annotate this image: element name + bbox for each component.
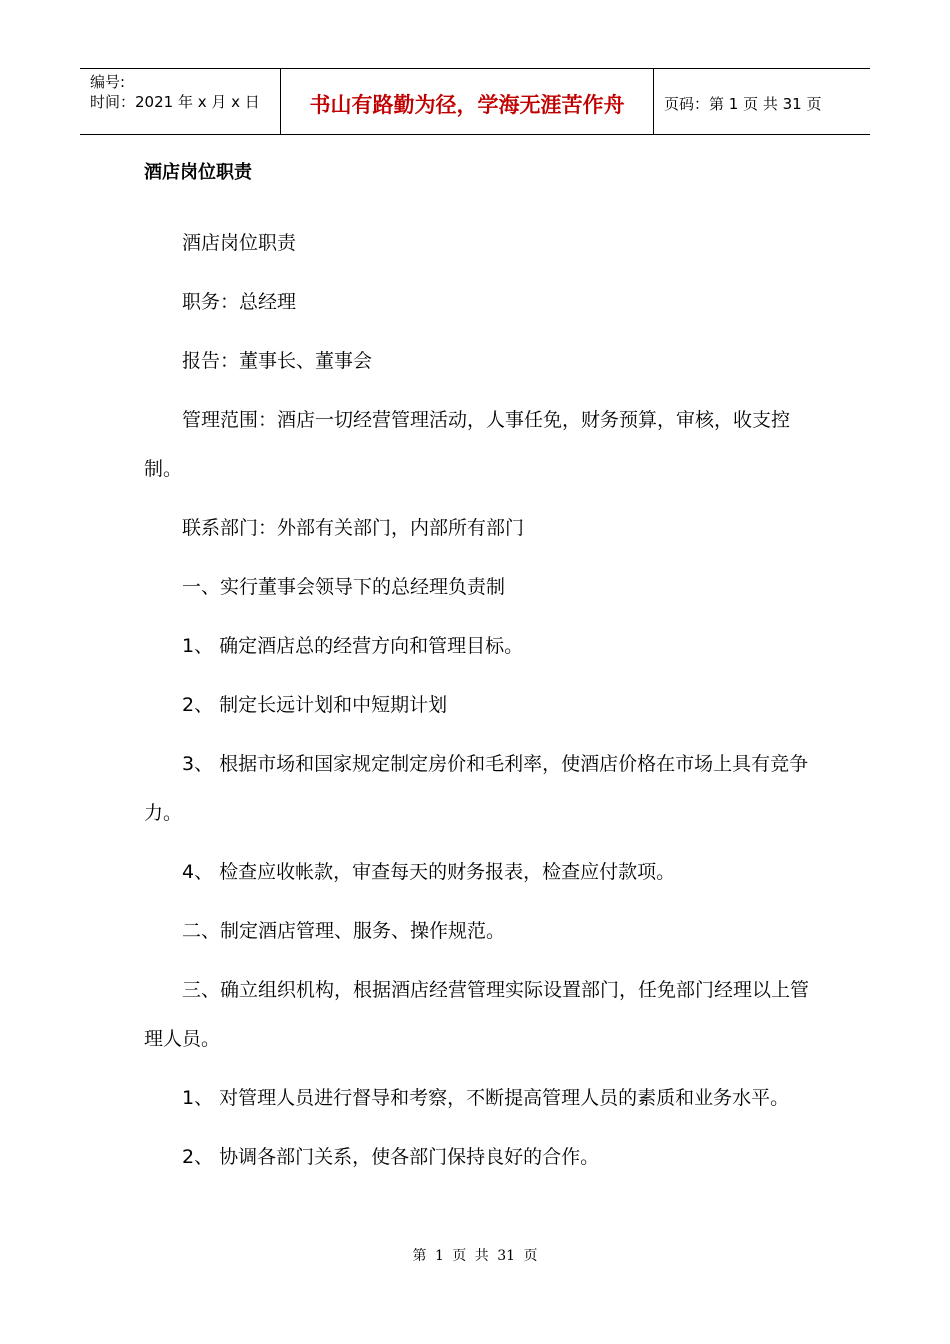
paragraph: 三、确立组织机构，根据酒店经营管理实际设置部门，任免部门经理以上管理人员。 [144,979,810,1050]
paragraph: 4、 检查应收帐款，审查每天的财务报表，检查应付款项。 [182,861,676,883]
paragraph: 联系部门：外部有关部门，内部所有部门 [182,517,525,539]
paragraph: 1、 确定酒店总的经营方向和管理目标。 [182,635,524,657]
document-title: 酒店岗位职责 [144,162,252,183]
header-motto: 书山有路勤为径，学海无涯苦作舟 [280,69,654,134]
paragraph: 3、 根据市场和国家规定制定房价和毛利率，使酒店价格在市场上具有竞争力。 [144,753,809,824]
paragraph: 2、 协调各部门关系，使各部门保持良好的合作。 [182,1146,600,1168]
paragraph: 报告：董事长、董事会 [182,350,373,372]
page-header [80,68,870,135]
paragraph: 酒店岗位职责 [182,232,297,254]
time-label: 时间：2021 年 x 月 x 日 [90,93,260,111]
header-meta [80,69,280,134]
header-page-info: 页码：第 1 页 共 31 页 [664,95,822,113]
paragraph: 职务：总经理 [182,291,297,313]
page-footer: 第 1 页 共 31 页 [412,1248,538,1264]
paragraph: 一、实行董事会领导下的总经理负责制 [182,576,506,598]
paragraph: 2、 制定长远计划和中短期计划 [182,694,448,716]
paragraph: 二、制定酒店管理、服务、操作规范。 [182,920,506,942]
paragraph: 管理范围：酒店一切经营管理活动，人事任免，财务预算，审核，收支控制。 [144,409,791,480]
document-body [144,219,809,1192]
paragraph: 1、 对管理人员进行督导和考察，不断提高管理人员的素质和业务水平。 [182,1087,790,1109]
number-label: 编号: [90,73,126,91]
